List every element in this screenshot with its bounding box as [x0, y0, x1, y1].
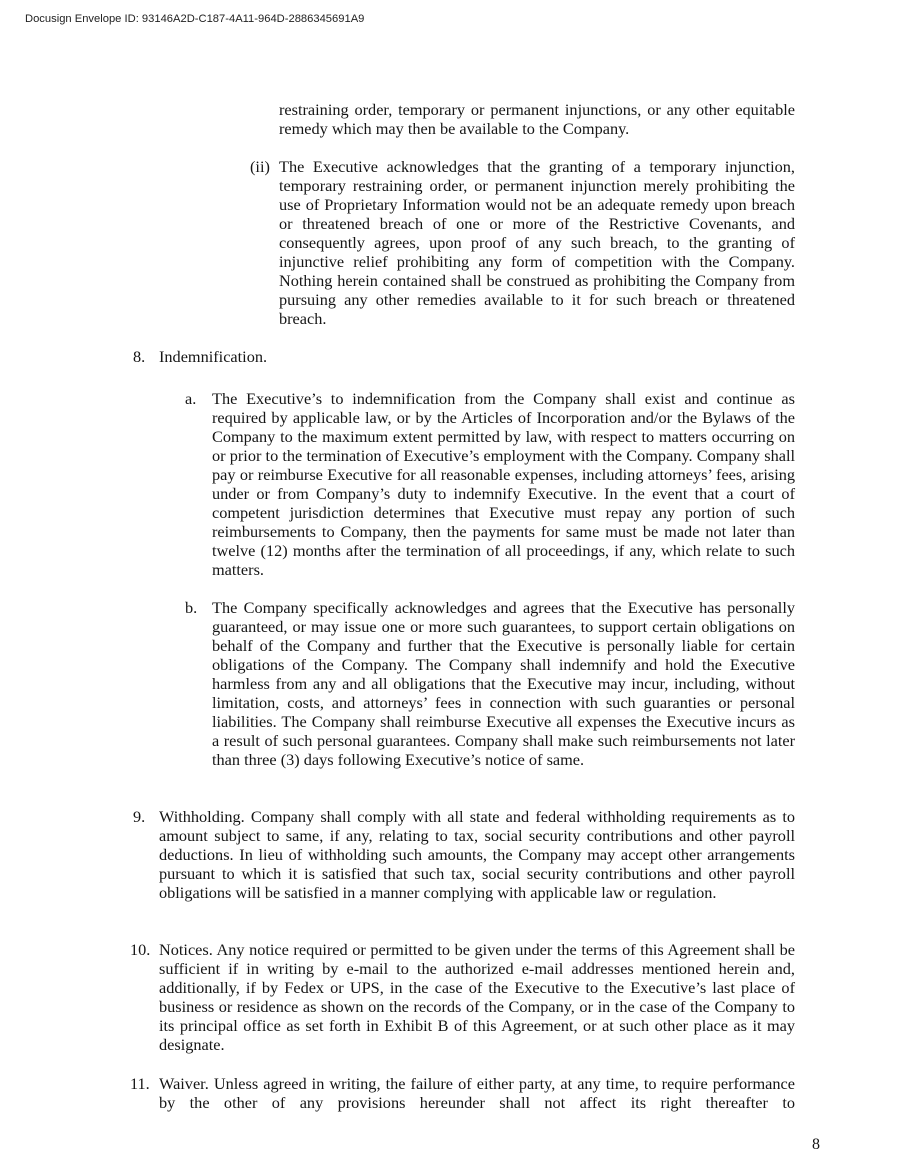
section-8-title: Indemnification. — [159, 347, 268, 366]
section-8b-marker: b. — [185, 598, 198, 617]
docusign-envelope-id: Docusign Envelope ID: 93146A2D-C187-4A11-964D-2886345691A9 — [25, 13, 365, 25]
section-8a-marker: a. — [185, 389, 197, 408]
section-11-text: Waiver. Unless agreed in writing, the failure of either party, at any time, to require performance by the other of any provisions hereunder shall not affect its right thereafter to — [159, 1074, 795, 1112]
section-9-number: 9. — [133, 807, 146, 826]
section-11-number: 11. — [130, 1074, 150, 1093]
section-8-number: 8. — [133, 347, 146, 366]
subclause-ii-marker: (ii) — [250, 157, 270, 176]
subclause-ii-text: The Executive acknowledges that the granting of a temporary injunction, temporary restraining order, or permanent injunction merely prohibiting the use of Proprietary Information would not be an adequate remedy upon breach or threatened breach of one or more of the Restrictive Covenants, and consequently agrees, upon proof of any such breach, to the granting of injunctive relief prohibiting any form of competition with the Company. Nothing herein contained shall be construed as prohibiting the Company from pursuing any other remedies available to it for such breach or threatened breach. — [279, 157, 795, 328]
section-8b-text: The Company specifically acknowledges and agrees that the Executive has personally guaranteed, or may issue one or more such guarantees, to support certain obligations on behalf of the Company and further that the Executive is personally liable for certain obligations of the Company. The Company shall indemnify and hold the Executive harmless from any and all obligations that the Executive may incur, including, without limitation, costs, and attorneys’ fees in connection with such guaranties or personal liabilities. The Company shall reimburse Executive all expenses the Executive incurs as a result of such personal guarantees. Company shall make such reimbursements not later than three (3) days following Executive’s notice of same. — [212, 598, 795, 769]
section-8a-text: The Executive’s to indemnification from the Company shall exist and continue as required by applicable law, or by the Articles of Incorporation and/or the Bylaws of the Company to the maximum extent permitted by law, with respect to matters occurring on or prior to the termination of Executive’s employment with the Company. Company shall pay or reimburse Executive for all reasonable expenses, including attorneys’ fees, arising under or from Company’s duty to indemnify Executive. In the event that a court of competent jurisdiction determines that Executive must repay any portion of such reimbursements to Company, then the payments for same must be made not later than twelve (12) months after the termination of all proceedings, if any, which relate to such matters. — [212, 389, 795, 579]
section-10-text: Notices. Any notice required or permitted to be given under the terms of this Agreement shall be sufficient if in writing by e-mail to the authorized e-mail addresses mentioned herein and, additionally, if by Fedex or UPS, in the case of the Executive to the Executive’s last place of business or residence as shown on the records of the Company, or in the case of the Company to its principal office as set forth in Exhibit B of this Agreement, or at such other place as it may designate. — [159, 940, 795, 1054]
section-10-number: 10. — [130, 940, 151, 959]
subclause-i-continuation: restraining order, temporary or permanent injunctions, or any other equitable remedy which may then be available to the Company. — [279, 100, 795, 138]
page-number: 8 — [812, 1136, 820, 1153]
section-9-text: Withholding. Company shall comply with all state and federal withholding requirements as to amount subject to same, if any, relating to tax, social security contributions and other payroll deductions. In lieu of withholding such amounts, the Company may accept other arrangements pursuant to which it is satisfied that such tax, social security contributions and other payroll obligations will be satisfied in a manner complying with applicable law or regulation. — [159, 807, 795, 902]
